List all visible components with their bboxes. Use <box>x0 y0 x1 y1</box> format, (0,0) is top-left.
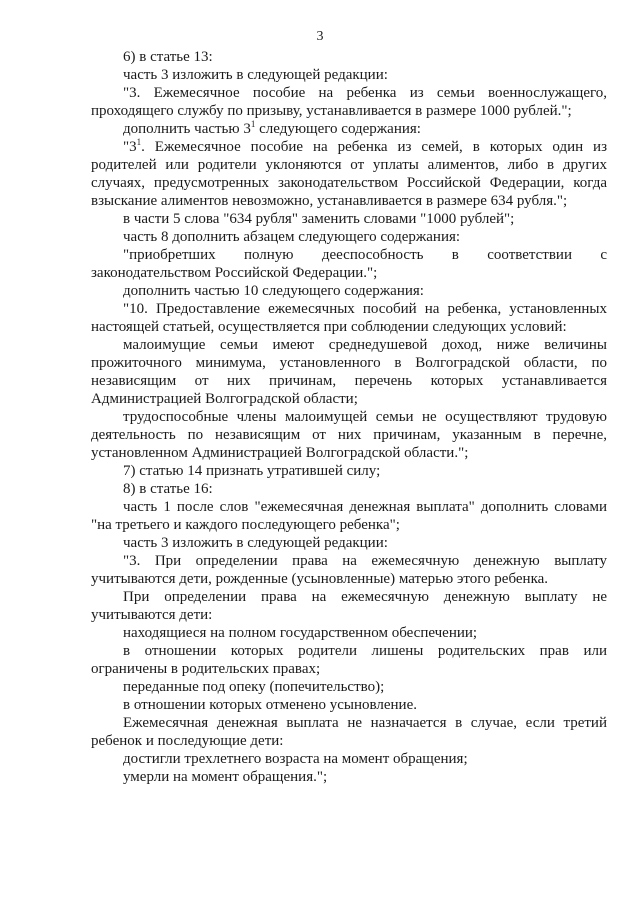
paragraph: "3. При определении права на ежемесячную денежную выплату учитываются дети, рожденные (усыновленные) матерью этого ребенка. <box>91 553 607 587</box>
paragraph: умерли на момент обращения."; <box>123 769 328 785</box>
paragraph: переданные под опеку (попечительство); <box>123 679 385 695</box>
document-body <box>91 48 607 786</box>
paragraph: 6) в статье 13: <box>123 49 213 65</box>
paragraph: дополнить частью 10 следующего содержания: <box>123 283 424 299</box>
paragraph: часть 1 после слов "ежемесячная денежная выплата" дополнить словами "на третьего и каждого последующего ребенка"; <box>91 499 607 533</box>
paragraph: часть 3 изложить в следующей редакции: <box>123 67 388 83</box>
page-number: 3 <box>316 29 324 44</box>
paragraph-text: . Ежемесячное пособие на ребенка из семей, в которых один из родителей или родители уклоняются от уплаты алиментов, либо в других случаях, предусмотренных законодательством Российской Федерации, когда взыскание алиментов невозможно, устанавливается в размере 634 рубля."; <box>91 139 607 209</box>
paragraph: находящиеся на полном государственном обеспечении; <box>123 625 478 641</box>
paragraph: Ежемесячная денежная выплата не назначается в случае, если третий ребенок и последующие дети: <box>91 715 607 749</box>
paragraph-text: "3 <box>123 139 137 155</box>
paragraph <box>91 138 607 210</box>
paragraph: 7) статью 14 признать утратившей силу; <box>123 463 381 479</box>
paragraph-text: следующего содержания: <box>255 121 421 137</box>
paragraph: малоимущие семьи имеют среднедушевой доход, ниже величины прожиточного минимума, установленного в Волгоградской области, по независящим от них причинам, перечень которых устанавливается Администрацией Волгоградской области; <box>91 337 607 407</box>
paragraph: "10. Предоставление ежемесячных пособий на ребенка, установленных настоящей статьей, осуществляется при соблюдении следующих условий: <box>91 301 607 335</box>
superscript: 1 <box>136 137 142 147</box>
paragraph: часть 8 дополнить абзацем следующего содержания: <box>123 229 461 245</box>
paragraph: достигли трехлетнего возраста на момент обращения; <box>123 751 468 767</box>
paragraph: в отношении которых родители лишены родительских прав или ограничены в родительских правах; <box>91 643 607 677</box>
paragraph: "приобретших полную дееспособность в соответствии с законодательством Российской Федерации."; <box>91 247 607 281</box>
paragraph: трудоспособные члены малоимущей семьи не осуществляют трудовую деятельность по независящим от них причинам, указанным в перечне, установленном Администрацией Волгоградской области."; <box>91 409 607 461</box>
paragraph: в отношении которых отменено усыновление. <box>123 697 417 713</box>
paragraph: в части 5 слова "634 рубля" заменить словами "1000 рублей"; <box>123 211 515 227</box>
paragraph: При определении права на ежемесячную денежную выплату не учитываются дети: <box>91 589 607 623</box>
paragraph-text: дополнить частью 3 <box>123 121 251 137</box>
superscript: 1 <box>250 119 256 129</box>
paragraph <box>91 120 607 138</box>
paragraph: часть 3 изложить в следующей редакции: <box>123 535 388 551</box>
paragraph: "3. Ежемесячное пособие на ребенка из семьи военнослужащего, проходящего службу по призыву, устанавливается в размере 1000 рублей."; <box>91 85 607 119</box>
paragraph: 8) в статье 16: <box>123 481 213 497</box>
